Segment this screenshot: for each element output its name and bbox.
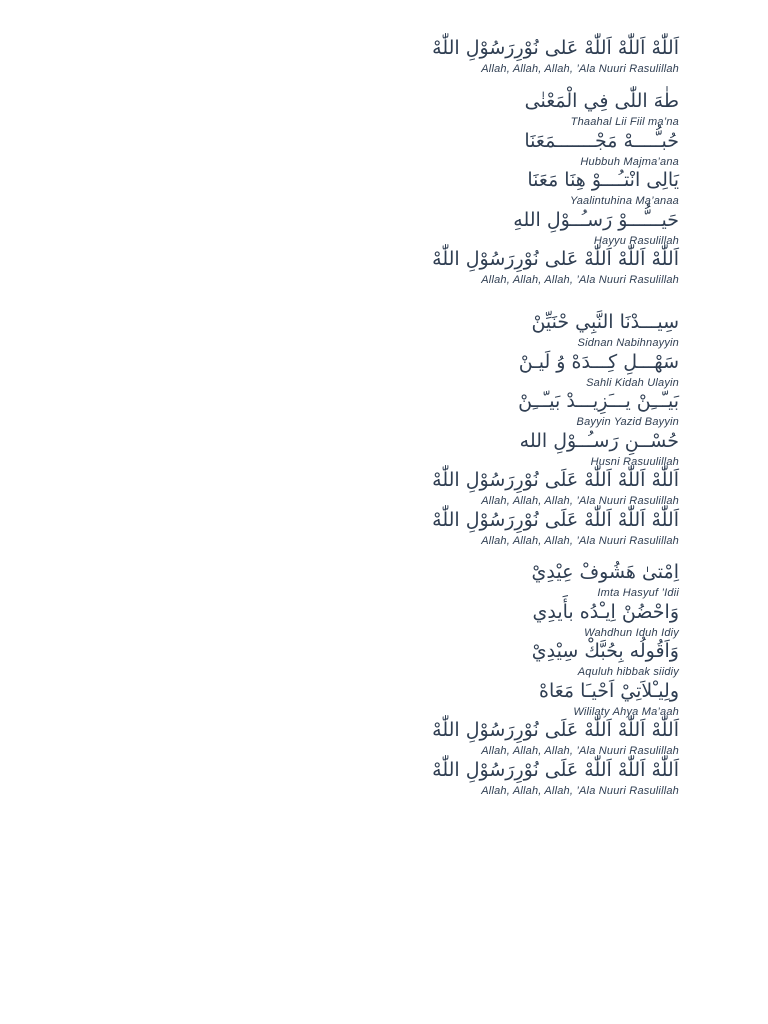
arabic-line: وَاحْضُنْ اِيـْدُه بأَيدِي <box>532 600 679 623</box>
verse <box>180 510 679 550</box>
transliteration: Sahli Kidah Ulayin <box>586 376 679 389</box>
verse <box>180 391 679 431</box>
transliteration: Yaalintuhina Ma’anaa <box>570 195 679 207</box>
verse <box>180 602 679 642</box>
arabic-line: ولِيـْلاَتِيْ اَحْيـَا مَعَاهْ <box>538 679 679 702</box>
transliteration: Allah, Allah, Allah, ’Ala Nuuri Rasulillah <box>481 495 679 507</box>
arabic-line: اَللّٰهْ اَللّٰهْ اَللّٰهْ عَلى نُوْرِرَسُوْلِ اللّٰهْ <box>432 37 679 59</box>
transliteration: Allah, Allah, Allah, ’Ala Nuuri Rasulillah <box>481 745 679 757</box>
transliteration: Allah, Allah, Allah, ’Ala Nuuri Rasulillah <box>481 784 679 797</box>
verse <box>180 91 679 131</box>
verse <box>180 312 679 352</box>
arabic-line: سِيـــدْنَا النَّبِي حْنَيِّنْ <box>531 311 679 333</box>
arabic-line: حَيـــُّـــوْ رَسـُــوْلِ اللهِ <box>513 208 679 231</box>
arabic-line: اِمْتىٰ هَشُوفْ عِيْدِيْ <box>531 561 679 583</box>
transliteration: Husni Rasuulillah <box>590 455 679 468</box>
arabic-line: حُبـُّــــهْ مَجْـــــــمَعَنَا <box>524 129 679 152</box>
verse <box>180 562 679 602</box>
transliteration: Imta Hasyuf ’Idii <box>597 587 679 599</box>
transliteration: Hubbuh Majma’ana <box>580 155 679 168</box>
arabic-line: بَيـّــِنْ يـــَزِيـــدْ بَيـّــِنْ <box>518 390 679 412</box>
transliteration: Allah, Allah, Allah, ’Ala Nuuri Rasulillah <box>481 63 679 75</box>
arabic-line: حُسْــنِ رَسـُــوْلِ الله <box>519 429 679 452</box>
transliteration: Bayyin Yazid Bayyin <box>576 416 679 428</box>
arabic-line: اَللّٰهْ اَللّٰهْ اَللّٰهْ عَلَى نُوْرِرَسُوْلِ اللّٰهْ <box>432 508 679 531</box>
verse <box>180 249 679 289</box>
verse <box>180 210 679 250</box>
arabic-line: يَالِى انْتـُـــوْ هِنَا مَعَنَا <box>527 169 679 191</box>
transliteration: Wahdhun Iduh Idiy <box>584 626 679 639</box>
verse <box>180 720 679 760</box>
verse <box>180 352 679 392</box>
verse <box>180 170 679 210</box>
arabic-line: اَللّٰهْ اَللّٰهْ اَللّٰهْ عَلَى نُوْرِرَسُوْلِ اللّٰهْ <box>432 719 679 741</box>
verse <box>180 470 679 510</box>
verse <box>180 431 679 471</box>
verse <box>180 641 679 681</box>
stanza-2 <box>180 312 679 549</box>
transliteration: Sidnan Nabihnayyin <box>577 337 679 349</box>
arabic-line: اَللّٰهْ اَللّٰهْ اَللّٰهْ عَلَى نُوْرِرَسُوْلِ اللّٰهْ <box>432 758 679 781</box>
arabic-line: اَللّٰهْ اَللّٰهْ اَللّٰهْ عَلى نُوْرِرَسُوْلِ اللّٰهْ <box>432 248 679 270</box>
transliteration: Thaahal Lii Fiil ma’na <box>570 116 679 128</box>
verse <box>180 38 679 78</box>
stanza-3 <box>180 562 679 799</box>
lyrics <box>180 38 679 799</box>
stanza-1 <box>180 38 679 289</box>
transliteration: Wililaty Ahya Ma’aah <box>573 705 679 718</box>
transliteration: Allah, Allah, Allah, ’Ala Nuuri Rasulillah <box>481 534 679 547</box>
arabic-line: وَاَقُولُه بِحُبَّكْ سِيْدِيْ <box>531 640 679 662</box>
arabic-line: سَهْـــلِ كِـــدَهْ وُ لَيـنْ <box>518 350 679 373</box>
verse <box>180 131 679 171</box>
transliteration: Aquluh hibbak siidiy <box>577 666 679 678</box>
verse <box>180 681 679 721</box>
transliteration: Allah, Allah, Allah, ’Ala Nuuri Rasulillah <box>481 274 679 286</box>
arabic-line: طٰهَ اللّٰى فِي الْمَعْنٰى <box>524 90 679 112</box>
arabic-line: اَللّٰهْ اَللّٰهْ اَللّٰهْ عَلَى نُوْرِرَسُوْلِ اللّٰهْ <box>432 469 679 491</box>
transliteration: Hayyu Rasulillah <box>593 234 679 247</box>
verse <box>180 760 679 800</box>
